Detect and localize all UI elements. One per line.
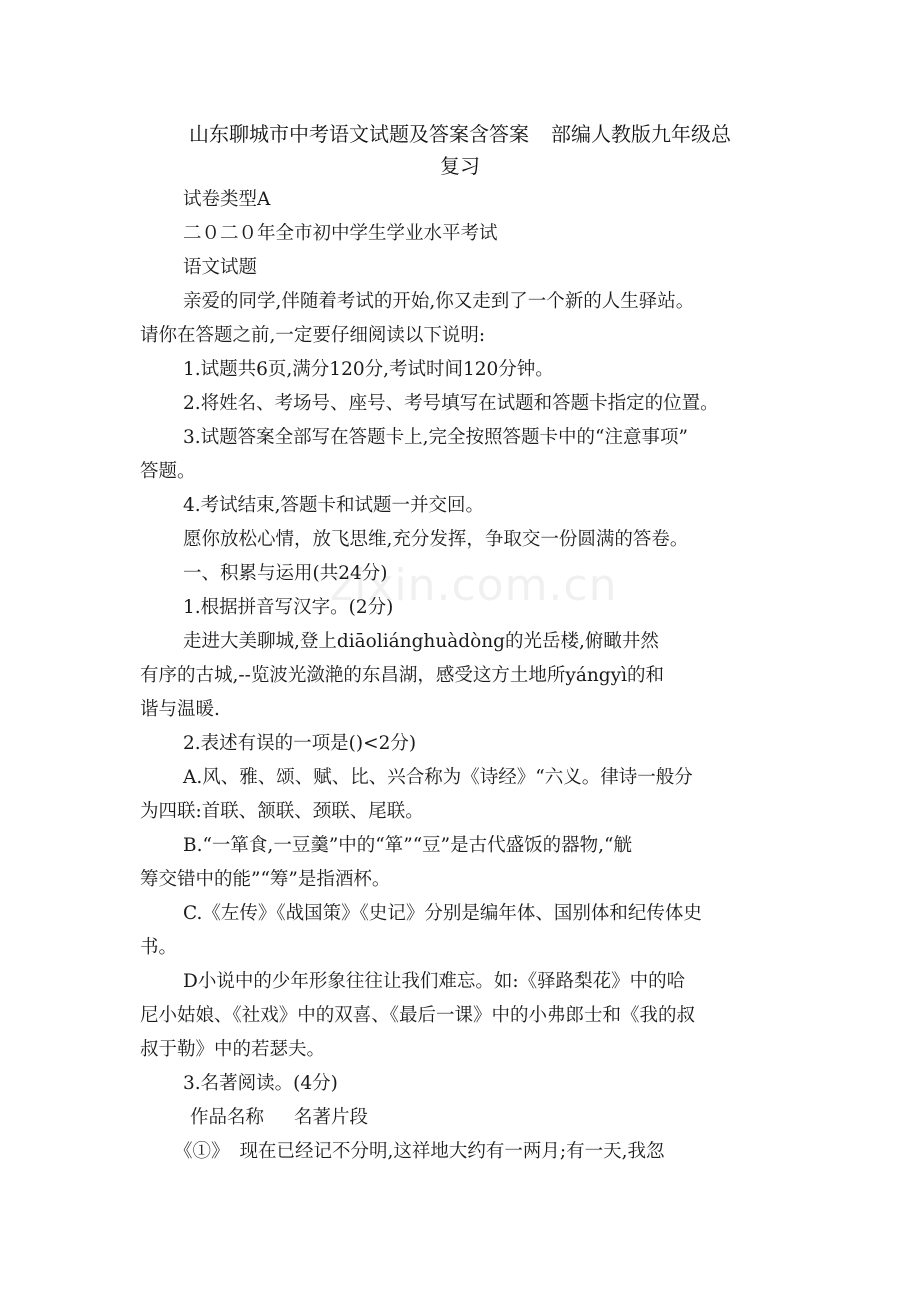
- title-line1b: 部编人教版九年级总: [551, 122, 731, 146]
- column-work-name: 作品名称: [190, 1107, 265, 1128]
- subject: 语文试题: [183, 257, 258, 278]
- intro-line-1: 亲爱的同学,伴随着考试的开始,你又走到了一个新的人生驿站。: [183, 291, 695, 312]
- question-1-text-3: 谐与温暖.: [140, 699, 220, 720]
- watermark: zixin.com.cn: [330, 560, 618, 611]
- question-2-option-a-1: A.风、雅、颂、赋、比、兴合称为《诗经》“六义。律诗一般分: [183, 767, 693, 788]
- rule-1: 1.试题共6页,满分120分,考试时间120分钟。: [183, 359, 554, 380]
- rule-4: 4.考试结束,答题卡和试题一并交回。: [183, 495, 485, 516]
- question-2-option-a-2: 为四联:首联、颔联、颈联、尾联。: [140, 801, 424, 822]
- wish: 愿你放松心情，放飞思维,充分发挥，争取交一份圆满的答卷。: [183, 529, 689, 550]
- title-line1: 山东聊城市中考语文试题及答案含答案: [189, 122, 529, 146]
- question-3-table-row: [174, 1140, 665, 1164]
- intro-line-2: 请你在答题之前,一定要仔细阅读以下说明:: [140, 325, 486, 346]
- document-title-line2: 复习: [440, 154, 480, 178]
- question-2-option-d-1: D小说中的少年形象往往让我们难忘。如:《驿路梨花》中的哈: [183, 971, 686, 992]
- question-2-option-c-2: 书。: [140, 937, 178, 958]
- question-2-option-d-2: 尼小姑娘、《社戏》中的双喜、《最后一课》中的小弗郎士和《我的叔: [140, 1005, 696, 1026]
- paper-type: 试卷类型A: [183, 189, 271, 210]
- question-1-text-2: 有序的古城,--览波光潋滟的东昌湖，感受这方土地所yángyì的和: [140, 665, 664, 686]
- exam-name: 二０二０年全市初中学生学业水平考试: [183, 223, 498, 244]
- document-title: [140, 118, 780, 150]
- question-3-table-header: [190, 1106, 368, 1130]
- question-2-option-b-2: 筹交错中的能”“筹”是指酒杯。: [140, 869, 391, 890]
- section-1-heading: 一、积累与运用(共24分): [183, 563, 388, 584]
- question-1: 1.根据拼音写汉字。(2分): [183, 597, 394, 618]
- question-3: 3.名著阅读。(4分): [183, 1073, 338, 1094]
- column-excerpt: 名著片段: [294, 1107, 369, 1128]
- question-1-text-1: 走进大美聊城,登上diāoliánghuàdòng的光岳楼,俯瞰井然: [183, 631, 659, 652]
- question-2: 2.表述有误的一项是()<2分): [183, 733, 417, 754]
- row-excerpt: 现在已经记不分明,这祥地大约有一两月;有一天,我忽: [239, 1141, 665, 1162]
- row-work-name: 《①》: [174, 1141, 230, 1162]
- question-2-option-b-1: B.“一箪食,一豆羹”中的“箪”“豆”是古代盛饭的器物,“觥: [183, 835, 632, 856]
- rule-2: 2.将姓名、考场号、座号、考号填写在试题和答题卡指定的位置。: [183, 393, 719, 414]
- rule-3-line-1: 3.试题答案全部写在答题卡上,完全按照答题卡中的“注意事项”: [183, 427, 688, 448]
- rule-3-line-2: 答题。: [140, 461, 196, 482]
- question-2-option-c-1: C.《左传》《战国策》《史记》分别是编年体、国别体和纪传体史: [183, 903, 702, 924]
- question-2-option-d-3: 叔于勒》中的若瑟夫。: [140, 1039, 326, 1060]
